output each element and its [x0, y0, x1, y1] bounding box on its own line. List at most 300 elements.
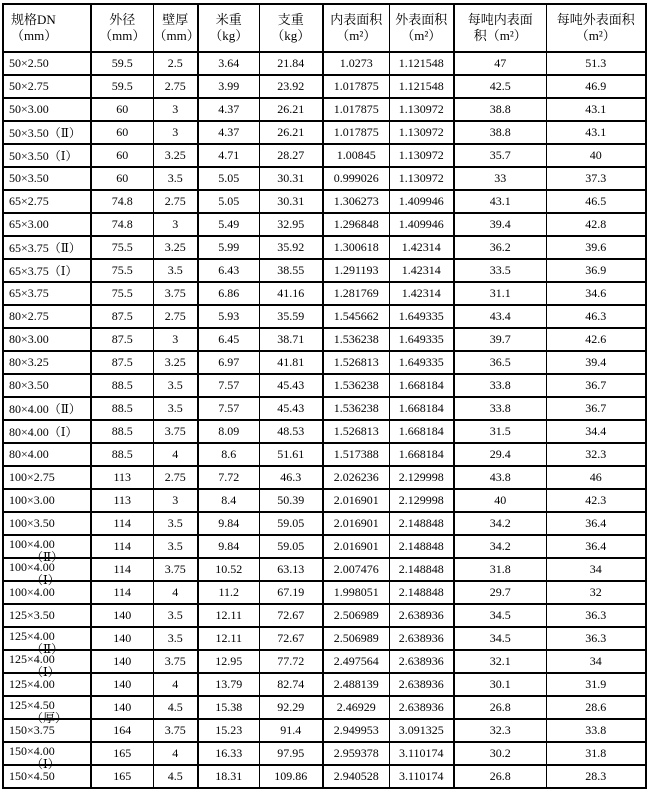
cell-outer-surface-area: 2.148848 [389, 558, 454, 581]
cell-outer-diameter: 88.5 [91, 420, 153, 443]
cell-outer-surface-area: 2.638936 [389, 650, 454, 673]
spec-cell [3, 696, 91, 725]
cell-inner-surface-area: 2.016901 [323, 512, 389, 535]
cell-wall-thickness: 4 [153, 443, 198, 466]
spec-cell: 80×3.50 [3, 374, 91, 397]
table-row [3, 144, 646, 167]
header-line: 规格DN（mm） [11, 12, 58, 43]
header-line: 外径 [109, 12, 136, 27]
table-row [3, 673, 646, 696]
cell-outer-surface-area: 2.148848 [389, 535, 454, 558]
cell-piece-weight: 30.31 [259, 167, 323, 190]
cell-outer-area-per-ton: 51.3 [546, 52, 646, 75]
spec-cell: 100×3.00 [3, 489, 91, 512]
spec-cell: 80×4.00（Ⅱ） [3, 397, 91, 420]
cell-meter-weight: 5.93 [198, 305, 259, 328]
cell-wall-thickness: 4 [153, 673, 198, 696]
cell-outer-area-per-ton: 36.9 [546, 259, 646, 282]
cell-outer-area-per-ton: 42.8 [546, 213, 646, 236]
cell-meter-weight: 7.57 [198, 374, 259, 397]
cell-piece-weight: 38.55 [259, 259, 323, 282]
spec-cell: 65×3.75 [3, 282, 91, 305]
cell-wall-thickness: 4 [153, 581, 198, 604]
cell-outer-surface-area: 1.668184 [389, 397, 454, 420]
cell-inner-area-per-ton: 36.5 [454, 351, 546, 374]
cell-piece-weight: 32.95 [259, 213, 323, 236]
cell-outer-surface-area: 1.130972 [389, 121, 454, 144]
cell-outer-surface-area: 1.668184 [389, 443, 454, 466]
cell-outer-area-per-ton: 36.3 [546, 604, 646, 627]
cell-piece-weight: 41.81 [259, 351, 323, 374]
cell-outer-area-per-ton: 43.1 [546, 98, 646, 121]
cell-wall-thickness: 3.75 [153, 558, 198, 581]
cell-outer-area-per-ton: 36.7 [546, 374, 646, 397]
cell-outer-area-per-ton: 34 [546, 558, 646, 581]
cell-meter-weight: 8.09 [198, 420, 259, 443]
cell-piece-weight: 46.3 [259, 466, 323, 489]
table-row [3, 719, 646, 742]
cell-outer-diameter: 88.5 [91, 443, 153, 466]
cell-piece-weight: 63.13 [259, 558, 323, 581]
cell-piece-weight: 77.72 [259, 650, 323, 673]
cell-wall-thickness: 2.75 [153, 190, 198, 213]
cell-inner-area-per-ton: 35.7 [454, 144, 546, 167]
cell-piece-weight: 59.05 [259, 535, 323, 558]
cell-inner-area-per-ton: 33.5 [454, 259, 546, 282]
cell-outer-diameter: 165 [91, 742, 153, 765]
cell-meter-weight: 18.31 [198, 765, 259, 788]
header-line: 每吨内表面 [467, 12, 533, 27]
cell-inner-surface-area: 1.281769 [323, 282, 389, 305]
cell-wall-thickness: 3.5 [153, 627, 198, 650]
cell-inner-surface-area: 2.506989 [323, 604, 389, 627]
header-line: （m²） [575, 28, 616, 43]
cell-piece-weight: 35.59 [259, 305, 323, 328]
spec-cell: 80×2.75 [3, 305, 91, 328]
spec-cell: 125×4.00 [3, 673, 91, 696]
cell-inner-area-per-ton: 33 [454, 167, 546, 190]
cell-outer-diameter: 88.5 [91, 374, 153, 397]
spec-cell: 80×3.00 [3, 328, 91, 351]
spec-cell: 50×2.75 [3, 75, 91, 98]
cell-outer-diameter: 88.5 [91, 397, 153, 420]
table-row [3, 98, 646, 121]
cell-inner-area-per-ton: 33.8 [454, 374, 546, 397]
cell-inner-surface-area: 2.016901 [323, 489, 389, 512]
cell-wall-thickness: 3 [153, 98, 198, 121]
cell-piece-weight: 109.86 [259, 765, 323, 788]
cell-meter-weight: 13.79 [198, 673, 259, 696]
spec-label-wrapped: 100×4.00 （Ⅰ） [9, 560, 60, 587]
cell-outer-diameter: 87.5 [91, 305, 153, 328]
cell-inner-area-per-ton: 40 [454, 489, 546, 512]
cell-outer-area-per-ton: 32 [546, 581, 646, 604]
cell-inner-area-per-ton: 32.1 [454, 650, 546, 673]
table-row [3, 259, 646, 282]
cell-outer-surface-area: 1.130972 [389, 98, 454, 121]
cell-outer-surface-area: 2.129998 [389, 489, 454, 512]
cell-piece-weight: 91.4 [259, 719, 323, 742]
cell-wall-thickness: 4 [153, 742, 198, 765]
cell-inner-surface-area: 1.536238 [323, 328, 389, 351]
pipe-spec-table [2, 3, 647, 789]
cell-inner-area-per-ton: 42.5 [454, 75, 546, 98]
spec-cell: 65×3.75（Ⅱ） [3, 236, 91, 259]
table-row [3, 52, 646, 75]
cell-outer-diameter: 140 [91, 604, 153, 627]
cell-outer-area-per-ton: 36.3 [546, 627, 646, 650]
cell-inner-surface-area: 0.999026 [323, 167, 389, 190]
cell-inner-area-per-ton: 47 [454, 52, 546, 75]
cell-outer-surface-area: 1.668184 [389, 420, 454, 443]
spec-cell: 65×2.75 [3, 190, 91, 213]
header-line: 每吨外表面积 [556, 12, 635, 27]
spec-cell: 150×4.50 [3, 765, 91, 788]
table-row [3, 305, 646, 328]
cell-outer-surface-area: 1.42314 [389, 236, 454, 259]
cell-outer-area-per-ton: 39.4 [546, 351, 646, 374]
cell-meter-weight: 5.49 [198, 213, 259, 236]
cell-outer-diameter: 74.8 [91, 213, 153, 236]
table-row [3, 121, 646, 144]
cell-outer-diameter: 140 [91, 673, 153, 696]
cell-outer-diameter: 140 [91, 650, 153, 673]
cell-outer-surface-area: 1.42314 [389, 282, 454, 305]
header-line: 积（m²） [473, 28, 527, 43]
spec-cell: 50×3.00 [3, 98, 91, 121]
cell-inner-area-per-ton: 26.8 [454, 765, 546, 788]
cell-outer-diameter: 165 [91, 765, 153, 788]
cell-inner-surface-area: 1.306273 [323, 190, 389, 213]
cell-outer-diameter: 114 [91, 581, 153, 604]
table-body [3, 52, 646, 788]
cell-piece-weight: 41.16 [259, 282, 323, 305]
cell-piece-weight: 59.05 [259, 512, 323, 535]
cell-wall-thickness: 3 [153, 121, 198, 144]
cell-inner-surface-area: 2.488139 [323, 673, 389, 696]
cell-outer-area-per-ton: 46 [546, 466, 646, 489]
cell-outer-diameter: 164 [91, 719, 153, 742]
header-row [3, 4, 646, 52]
cell-inner-area-per-ton: 34.5 [454, 627, 546, 650]
cell-inner-surface-area: 1.291193 [323, 259, 389, 282]
cell-inner-area-per-ton: 34.5 [454, 604, 546, 627]
cell-inner-surface-area: 1.017875 [323, 121, 389, 144]
cell-outer-area-per-ton: 28.3 [546, 765, 646, 788]
cell-outer-surface-area: 3.091325 [389, 719, 454, 742]
cell-piece-weight: 26.21 [259, 98, 323, 121]
header-line: （mm） [99, 28, 146, 43]
cell-meter-weight: 5.99 [198, 236, 259, 259]
cell-meter-weight: 8.4 [198, 489, 259, 512]
cell-inner-area-per-ton: 32.3 [454, 719, 546, 742]
spec-cell: 100×3.50 [3, 512, 91, 535]
header-line: （kg） [209, 28, 249, 43]
cell-inner-area-per-ton: 36.2 [454, 236, 546, 259]
cell-outer-diameter: 60 [91, 144, 153, 167]
cell-outer-area-per-ton: 32.3 [546, 443, 646, 466]
col-header-outer-area-per-ton [546, 4, 646, 52]
col-header-meter-weight [198, 4, 259, 52]
cell-outer-area-per-ton: 31.9 [546, 673, 646, 696]
spec-cell [3, 650, 91, 679]
cell-wall-thickness: 3.75 [153, 282, 198, 305]
cell-inner-area-per-ton: 38.8 [454, 98, 546, 121]
cell-outer-area-per-ton: 28.6 [546, 696, 646, 719]
spec-cell [3, 742, 91, 771]
table-row [3, 443, 646, 466]
cell-inner-area-per-ton: 34.2 [454, 512, 546, 535]
cell-outer-surface-area: 2.129998 [389, 466, 454, 489]
table-header [3, 4, 646, 52]
cell-outer-area-per-ton: 46.3 [546, 305, 646, 328]
cell-piece-weight: 50.39 [259, 489, 323, 512]
cell-outer-area-per-ton: 40 [546, 144, 646, 167]
cell-outer-surface-area: 1.409946 [389, 190, 454, 213]
cell-wall-thickness: 3.25 [153, 236, 198, 259]
cell-inner-surface-area: 2.949953 [323, 719, 389, 742]
cell-piece-weight: 30.31 [259, 190, 323, 213]
cell-inner-area-per-ton: 26.8 [454, 696, 546, 719]
cell-inner-area-per-ton: 31.1 [454, 282, 546, 305]
cell-inner-area-per-ton: 31.5 [454, 420, 546, 443]
table-row [3, 765, 646, 788]
spec-label-wrapped: 125×4.00 （Ⅰ） [9, 652, 60, 679]
cell-piece-weight: 35.92 [259, 236, 323, 259]
cell-outer-surface-area: 1.121548 [389, 52, 454, 75]
cell-wall-thickness: 3 [153, 213, 198, 236]
col-header-wall-thickness [153, 4, 198, 52]
spec-cell: 80×4.00（Ⅰ） [3, 420, 91, 443]
cell-meter-weight: 3.99 [198, 75, 259, 98]
cell-outer-area-per-ton: 31.8 [546, 742, 646, 765]
cell-meter-weight: 8.6 [198, 443, 259, 466]
cell-meter-weight: 7.72 [198, 466, 259, 489]
cell-inner-area-per-ton: 39.7 [454, 328, 546, 351]
cell-outer-area-per-ton: 43.1 [546, 121, 646, 144]
cell-inner-area-per-ton: 29.7 [454, 581, 546, 604]
cell-meter-weight: 16.33 [198, 742, 259, 765]
cell-outer-area-per-ton: 46.5 [546, 190, 646, 213]
cell-outer-diameter: 59.5 [91, 75, 153, 98]
cell-wall-thickness: 4.5 [153, 696, 198, 719]
spec-cell: 50×3.50（Ⅱ） [3, 121, 91, 144]
spec-cell: 80×3.25 [3, 351, 91, 374]
cell-meter-weight: 9.84 [198, 512, 259, 535]
table-row [3, 742, 646, 765]
cell-outer-diameter: 87.5 [91, 328, 153, 351]
cell-inner-surface-area: 2.497564 [323, 650, 389, 673]
cell-meter-weight: 9.84 [198, 535, 259, 558]
cell-wall-thickness: 2.75 [153, 466, 198, 489]
cell-inner-area-per-ton: 29.4 [454, 443, 546, 466]
cell-outer-surface-area: 2.148848 [389, 512, 454, 535]
cell-outer-surface-area: 1.42314 [389, 259, 454, 282]
cell-wall-thickness: 3.75 [153, 650, 198, 673]
cell-meter-weight: 3.64 [198, 52, 259, 75]
cell-inner-surface-area: 1.296848 [323, 213, 389, 236]
col-header-spec [3, 4, 91, 52]
cell-wall-thickness: 3.5 [153, 374, 198, 397]
cell-outer-area-per-ton: 37.3 [546, 167, 646, 190]
cell-outer-area-per-ton: 34.6 [546, 282, 646, 305]
cell-outer-diameter: 114 [91, 535, 153, 558]
cell-piece-weight: 45.43 [259, 374, 323, 397]
cell-inner-area-per-ton: 34.2 [454, 535, 546, 558]
cell-inner-surface-area: 1.00845 [323, 144, 389, 167]
cell-meter-weight: 6.86 [198, 282, 259, 305]
col-header-piece-weight [259, 4, 323, 52]
cell-outer-diameter: 75.5 [91, 259, 153, 282]
cell-outer-surface-area: 2.638936 [389, 696, 454, 719]
cell-piece-weight: 97.95 [259, 742, 323, 765]
cell-outer-diameter: 140 [91, 627, 153, 650]
cell-outer-diameter: 75.5 [91, 236, 153, 259]
cell-outer-surface-area: 1.409946 [389, 213, 454, 236]
cell-meter-weight: 6.43 [198, 259, 259, 282]
cell-inner-surface-area: 2.026236 [323, 466, 389, 489]
cell-meter-weight: 5.05 [198, 167, 259, 190]
cell-wall-thickness: 2.5 [153, 52, 198, 75]
cell-inner-surface-area: 2.959378 [323, 742, 389, 765]
cell-piece-weight: 23.92 [259, 75, 323, 98]
cell-inner-surface-area: 1.017875 [323, 75, 389, 98]
cell-inner-area-per-ton: 30.1 [454, 673, 546, 696]
table-row [3, 374, 646, 397]
cell-inner-area-per-ton: 43.1 [454, 190, 546, 213]
cell-inner-surface-area: 1.536238 [323, 374, 389, 397]
cell-wall-thickness: 3.75 [153, 420, 198, 443]
cell-piece-weight: 72.67 [259, 604, 323, 627]
col-header-inner-surface-area [323, 4, 389, 52]
cell-inner-surface-area: 1.526813 [323, 420, 389, 443]
spec-cell [3, 627, 91, 656]
cell-inner-area-per-ton: 38.8 [454, 121, 546, 144]
cell-inner-surface-area: 1.545662 [323, 305, 389, 328]
table-row [3, 75, 646, 98]
spec-cell: 100×4.00 [3, 581, 91, 604]
spec-cell: 50×3.50（Ⅰ） [3, 144, 91, 167]
cell-outer-surface-area: 2.638936 [389, 627, 454, 650]
cell-outer-area-per-ton: 34.4 [546, 420, 646, 443]
table-row [3, 512, 646, 535]
table-row [3, 466, 646, 489]
cell-inner-surface-area: 2.007476 [323, 558, 389, 581]
cell-inner-surface-area: 1.517388 [323, 443, 389, 466]
table-row [3, 351, 646, 374]
cell-outer-surface-area: 2.638936 [389, 604, 454, 627]
cell-meter-weight: 12.95 [198, 650, 259, 673]
cell-wall-thickness: 3.5 [153, 397, 198, 420]
cell-outer-surface-area: 3.110174 [389, 742, 454, 765]
cell-meter-weight: 12.11 [198, 604, 259, 627]
cell-piece-weight: 38.71 [259, 328, 323, 351]
cell-outer-surface-area: 1.649335 [389, 305, 454, 328]
cell-outer-surface-area: 1.121548 [389, 75, 454, 98]
table-row [3, 282, 646, 305]
cell-wall-thickness: 3.5 [153, 167, 198, 190]
cell-outer-diameter: 60 [91, 98, 153, 121]
table-row [3, 581, 646, 604]
table-row [3, 650, 646, 673]
cell-outer-surface-area: 2.638936 [389, 673, 454, 696]
header-line: 支重 [277, 12, 304, 27]
spec-cell: 65×3.75（Ⅰ） [3, 259, 91, 282]
col-header-outer-surface-area [389, 4, 454, 52]
cell-inner-area-per-ton: 43.8 [454, 466, 546, 489]
cell-outer-diameter: 74.8 [91, 190, 153, 213]
cell-wall-thickness: 2.75 [153, 75, 198, 98]
table-row [3, 397, 646, 420]
cell-wall-thickness: 3 [153, 489, 198, 512]
table-row [3, 627, 646, 650]
table-row [3, 328, 646, 351]
cell-wall-thickness: 3.75 [153, 719, 198, 742]
cell-inner-surface-area: 1.0273 [323, 52, 389, 75]
spec-cell: 100×2.75 [3, 466, 91, 489]
cell-inner-surface-area: 2.46929 [323, 696, 389, 719]
cell-piece-weight: 92.29 [259, 696, 323, 719]
cell-inner-surface-area: 2.016901 [323, 535, 389, 558]
cell-inner-surface-area: 1.300618 [323, 236, 389, 259]
cell-piece-weight: 48.53 [259, 420, 323, 443]
spec-cell: 125×3.50 [3, 604, 91, 627]
header-line: 内表面积 [330, 12, 383, 27]
cell-piece-weight: 67.19 [259, 581, 323, 604]
header-line: （m²） [336, 28, 377, 43]
cell-outer-area-per-ton: 46.9 [546, 75, 646, 98]
header-line: （mm） [153, 28, 200, 43]
spec-label-wrapped: 100×4.00 （Ⅱ） [9, 537, 64, 564]
cell-meter-weight: 4.71 [198, 144, 259, 167]
cell-outer-diameter: 114 [91, 558, 153, 581]
cell-outer-diameter: 140 [91, 696, 153, 719]
spec-label-wrapped: 125×4.00 （Ⅱ） [9, 629, 64, 656]
spec-cell [3, 558, 91, 587]
spec-label-wrapped: 150×4.00 （Ⅰ） [9, 744, 60, 771]
table-row [3, 190, 646, 213]
spec-cell: 50×2.50 [3, 52, 91, 75]
cell-outer-diameter: 113 [91, 489, 153, 512]
col-header-outer-diameter [91, 4, 153, 52]
cell-outer-diameter: 60 [91, 121, 153, 144]
cell-outer-area-per-ton: 39.6 [546, 236, 646, 259]
cell-outer-diameter: 60 [91, 167, 153, 190]
cell-meter-weight: 10.52 [198, 558, 259, 581]
cell-outer-diameter: 59.5 [91, 52, 153, 75]
table-row [3, 535, 646, 558]
table-row [3, 420, 646, 443]
cell-meter-weight: 6.45 [198, 328, 259, 351]
cell-meter-weight: 7.57 [198, 397, 259, 420]
cell-wall-thickness: 3.5 [153, 604, 198, 627]
cell-meter-weight: 12.11 [198, 627, 259, 650]
table-row [3, 696, 646, 719]
cell-inner-surface-area: 1.017875 [323, 98, 389, 121]
header-line: （kg） [271, 28, 311, 43]
cell-inner-area-per-ton: 39.4 [454, 213, 546, 236]
cell-inner-area-per-ton: 33.8 [454, 397, 546, 420]
cell-meter-weight: 5.05 [198, 190, 259, 213]
cell-outer-surface-area: 1.130972 [389, 167, 454, 190]
header-line: 米重 [215, 12, 242, 27]
cell-inner-area-per-ton: 31.8 [454, 558, 546, 581]
table-row [3, 213, 646, 236]
spec-cell: 80×4.00 [3, 443, 91, 466]
cell-wall-thickness: 2.75 [153, 305, 198, 328]
header-line: 壁厚 [162, 12, 189, 27]
spec-label-wrapped: 125×4.50 （厚） [9, 698, 68, 725]
